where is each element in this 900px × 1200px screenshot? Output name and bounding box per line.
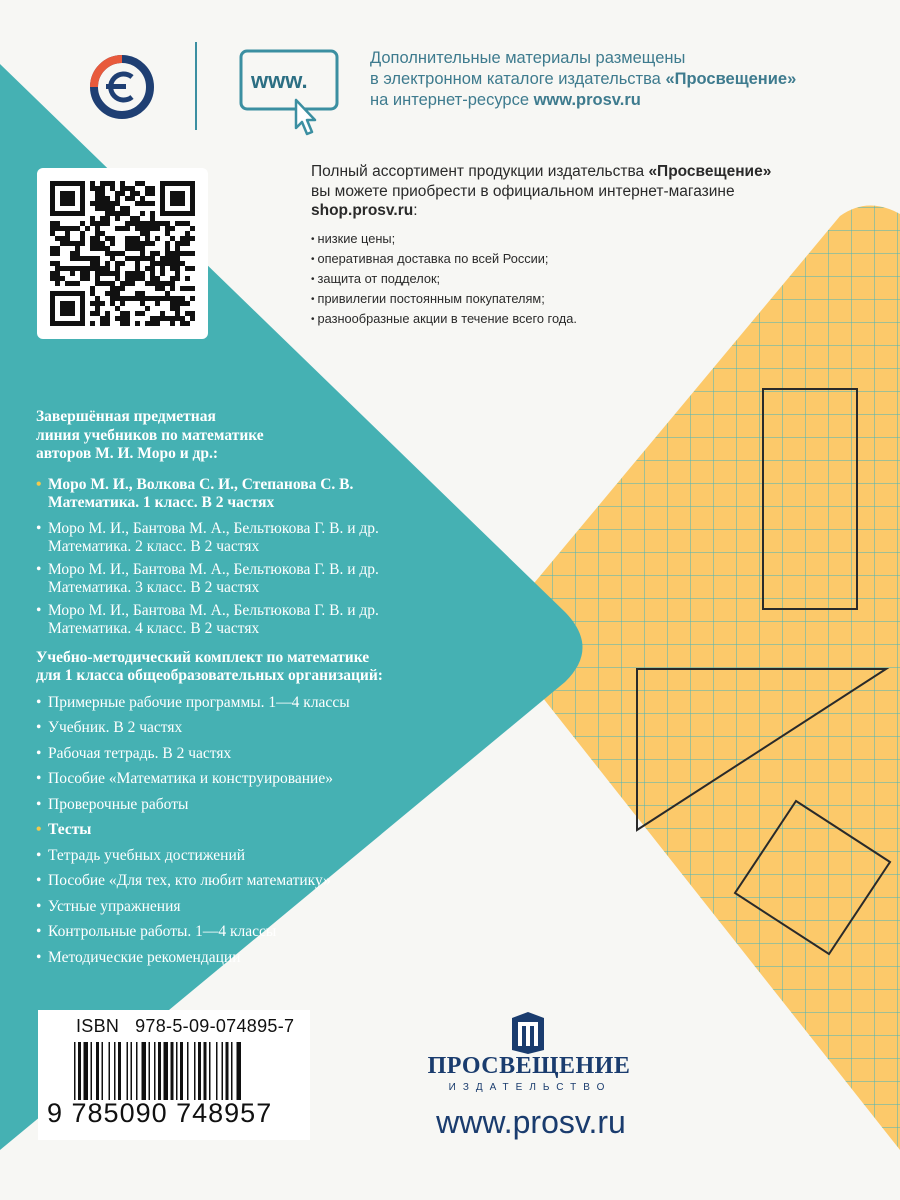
list-item: • Примерные рабочие программы. 1—4 классы	[36, 693, 350, 711]
textbook-series	[36, 408, 496, 974]
list-item: • Пособие «Для тех, кто любит математику»	[36, 872, 331, 889]
list-item: • оперативная доставка по всей России;	[311, 249, 891, 269]
shop-link[interactable]: shop.prosv.ru	[311, 202, 414, 219]
list-item: • Методические рекомендации	[36, 948, 241, 966]
info-line-3: на интернет-ресурсе www.prosv.ru	[370, 91, 641, 109]
prosveshchenie-logo-icon	[508, 1010, 548, 1056]
prosv-link[interactable]: www.prosv.ru	[533, 91, 641, 109]
list-item: • Контрольные работы. 1—4 классы	[36, 923, 277, 940]
list-item: • Тетрадь учебных достижений	[36, 846, 246, 864]
publisher-url[interactable]: www.prosv.ru	[436, 1104, 626, 1140]
list-item: • Учебник. В 2 частях	[36, 719, 183, 736]
book-list	[36, 476, 496, 639]
shop-line-1: Полный ассортимент продукции издательства «Просвещение»	[311, 163, 772, 180]
qr-code[interactable]	[37, 168, 208, 339]
isbn-number: ISBN 978-5-09-074895-7	[76, 1016, 295, 1036]
isbn-barcode	[38, 1010, 310, 1140]
list-item: • Моро М. И., Бантова М. А., Бельтюкова Г. В. и др. Математика. 2 класс. В 2 частях	[36, 519, 379, 555]
shop-line-3: shop.prosv.ru:	[311, 202, 418, 219]
list-item: • Моро М. И., Бантова М. А., Бельтюкова Г. В. и др. Математика. 3 класс. В 2 частях	[36, 560, 379, 596]
publisher-subtitle: ИЗДАТЕЛЬСТВО	[448, 1082, 612, 1093]
list-item: • Моро М. И., Бантова М. А., Бельтюкова Г. В. и др. Математика. 4 класс. В 2 частях	[36, 601, 379, 637]
additional-materials-info	[370, 48, 890, 111]
list-item: • Рабочая тетрадь. В 2 частях	[36, 744, 232, 762]
kit-list	[36, 694, 496, 975]
list-item: • Тесты	[36, 821, 92, 838]
info-line-1: Дополнительные материалы размещены	[370, 49, 686, 67]
list-item: • низкие цены;	[311, 229, 891, 249]
barcode-bars	[74, 1042, 280, 1100]
list-item: • Моро М. И., Волкова С. И., Степанова С. В. Математика. 1 класс. В 2 частях	[36, 475, 354, 511]
www-icon-label: www.	[251, 68, 308, 93]
list-item: • Устные упражнения	[36, 897, 181, 915]
list-item: • привилегии постоянным покупателям;	[311, 289, 891, 309]
list-item: • Пособие «Математика и конструирование»	[36, 770, 333, 787]
qr-code-icon	[50, 181, 195, 326]
list-item: • Проверочные работы	[36, 795, 189, 813]
list-item: • разнообразные акции в течение всего года.	[311, 309, 891, 329]
publisher-name: ПРОСВЕЩЕНИЕ	[427, 1053, 631, 1079]
barcode-digits: 9 785090 748957	[47, 1098, 273, 1128]
shop-benefits-list	[311, 229, 891, 329]
kit-heading: Учебно-методический комплект по математике для 1 класса общеобразовательных организаций:	[36, 648, 383, 684]
list-item: • защита от подделок;	[311, 269, 891, 289]
series-heading: Завершённая предметная линия учебников по математике авторов М. И. Моро и др.:	[36, 408, 264, 462]
info-line-2: в электронном каталоге издательства «Просвещение»	[370, 70, 797, 88]
publisher-brand: «Просвещение»	[665, 70, 797, 88]
header-divider	[195, 42, 197, 130]
www-click-icon	[238, 48, 342, 140]
shop-line-2: вы можете приобрести в официальном интернет-магазине	[311, 182, 735, 200]
shop-info	[311, 162, 891, 329]
e-catalog-logo-icon	[88, 50, 156, 124]
